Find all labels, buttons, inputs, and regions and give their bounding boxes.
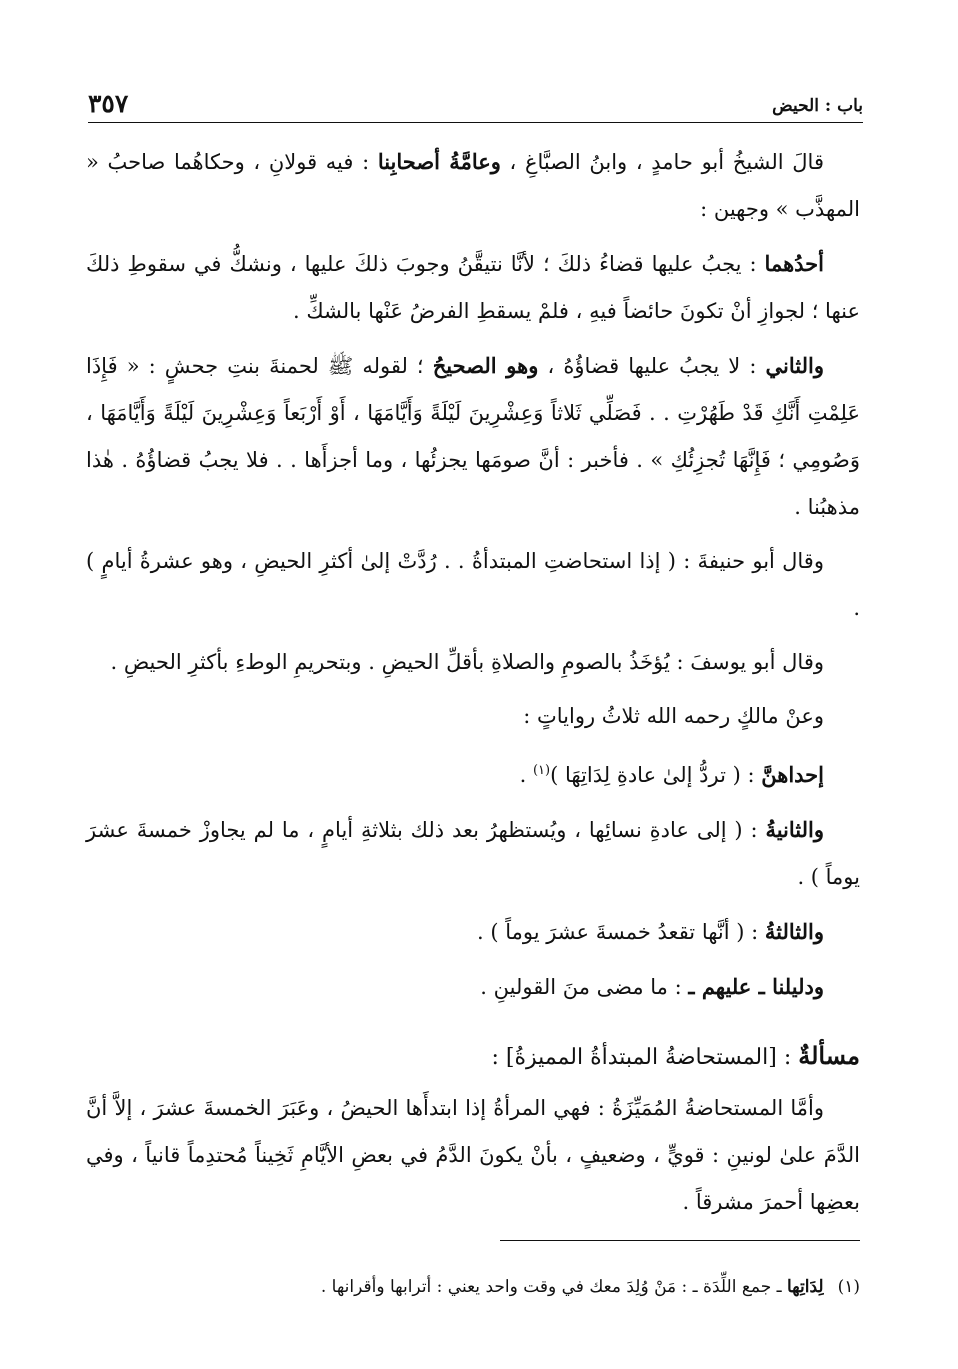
footnote-reference: (١)	[532, 763, 551, 778]
text-run: : يجبُ عليها قضاءُ ذلكَ ؛ لأنَّا نتيقَّنُ وجوبَ ذلكَ عليها ، ونشكُّ في سقوطِ ذلكَ عنها ؛ لجوازِ أنْ تكونَ حائضاً فيهِ ، فلمْ يسقطِ الفرضُ عَنْها بالشكِّ .	[86, 252, 860, 323]
main-text	[86, 138, 860, 1233]
text-run: قالَ الشيخُ أبو حامدٍ ، وابنُ الصبَّاغِ ،	[500, 150, 824, 174]
paragraph	[86, 639, 860, 686]
bold-term: ودليلنا ـ عليهم ـ	[688, 974, 824, 999]
text-run: ؛ لقوله ﷺ لحمنةَ بنتِ جحشٍ : « فَإِذَا عَلِمْتِ أَنَّكِ قَدْ طَهُرْتِ . . فَصَلِّي ثَلاثاً وَعِشْرِينَ لَيْلَةً وَأَيَّامَهَا ، أَوْ أَرْبَعاً وَعِشْرِينَ لَيْلَةً وَأَيَّامَهَا ، وَصُومِي ؛ فَإِنَّهَا تُجزِئُكِ » . فأخبر : أنَّ صومَها يجزئُها ، وما أجزأَها . . فلا يجبُ قضاؤُهُ . هٰذا مذهبُنا .	[86, 354, 860, 519]
paragraph	[86, 240, 860, 335]
text-run: .	[519, 763, 533, 787]
footnote-term: لِدَاتِها	[787, 1277, 824, 1297]
text-run: : ( أنَّها تقعدُ خمسةَ عشرَ يوماً ) .	[476, 920, 765, 944]
text-run: وعنْ مالكٍ رحمه الله ثلاثُ رواياتٍ :	[523, 704, 824, 728]
text-run: : فيه قولانِ ، وحكاهُما صاحبُ « المهذَّب » وجهين :	[86, 150, 860, 221]
paragraph	[86, 538, 860, 632]
text-run: : لا يجبُ عليها قضاؤُهُ ،	[538, 354, 766, 378]
bold-term: وهو الصحيحُ	[432, 353, 539, 378]
paragraph	[86, 806, 860, 901]
text-run: وقال أبو يوسفَ : يُؤخَذُ بالصومِ والصلاةِ بأقلِّ الحيضِ . وبتحريمِ الوطءِ بأكثرِ الحيضِ .	[110, 650, 824, 674]
bold-term: إحداهنَّ	[761, 762, 824, 787]
text-run: : ( إلى عادةِ نسائِها ، ويُستظهرُ بعد ذلك بثلاثةِ أيامٍ ، ما لم يجاوزْ خمسةَ عشرَ يوماً ) .	[86, 818, 860, 889]
footnote-marker: (١)	[837, 1277, 860, 1297]
paragraph	[86, 747, 860, 799]
issue-heading	[86, 1033, 860, 1081]
paragraph-list	[86, 138, 860, 1011]
page-number: ٣٥٧	[88, 89, 129, 118]
bold-term: أحدُهما	[764, 251, 824, 276]
bold-term: وعامَّةُ أصحابِنا	[377, 149, 501, 174]
text-run: : ما مضى منَ القولينِ .	[480, 975, 689, 999]
paragraph	[86, 138, 860, 233]
paragraph	[86, 693, 860, 740]
running-title: باب : الحيض	[772, 96, 863, 116]
bold-term: والثالثةُ	[764, 919, 824, 944]
text-run: : ( تردُّ إلىٰ عادةِ لِدَاتِهَا )	[550, 763, 762, 787]
issue-title: : [المستحاضةُ المبتدأةُ المميزةُ] :	[491, 1045, 799, 1070]
bold-term: والثاني	[765, 353, 824, 378]
issue-paragraph: وأمَّا المستحاضةُ المُمَيِّزَةُ : فهي المرأةُ إذا ابتدأَها الحيضُ ، وعَبَرَ الخمسةَ عشرَ ، إلاَّ أنَّ الدَّمَ علىٰ لونينِ : قويٍّ ، وضعيفٍ ، بأنْ يكونَ الدَّمُ في بعضِ الأيَّامِ ثَخِيناً مُحتدِماً قانياً ، وفي بعضِها أحمرَ مشرقاً .	[86, 1096, 860, 1214]
page-header	[88, 86, 863, 116]
footnote-text: ـ جمع اللِّدَة ـ : مَنْ وُلِدَ معك في وقت واحد يعني : أترابها وأقرانها .	[320, 1277, 787, 1297]
footnote-rule	[500, 1240, 860, 1241]
issue-word: مسألةٌ	[798, 1041, 860, 1070]
paragraph	[86, 342, 860, 531]
bold-term: والثانيةُ	[765, 817, 824, 842]
paragraph	[86, 908, 860, 956]
text-run: وقال أبو حنيفةَ : ( إذا استحاضتِ المبتدأةُ . . رُدَّتْ إلىٰ أكثرِ الحيضِ ، وهو عشرةُ أيامٍ ) .	[86, 549, 860, 620]
footnotes	[86, 1272, 860, 1302]
header-rule	[88, 122, 863, 123]
paragraph	[86, 963, 860, 1011]
